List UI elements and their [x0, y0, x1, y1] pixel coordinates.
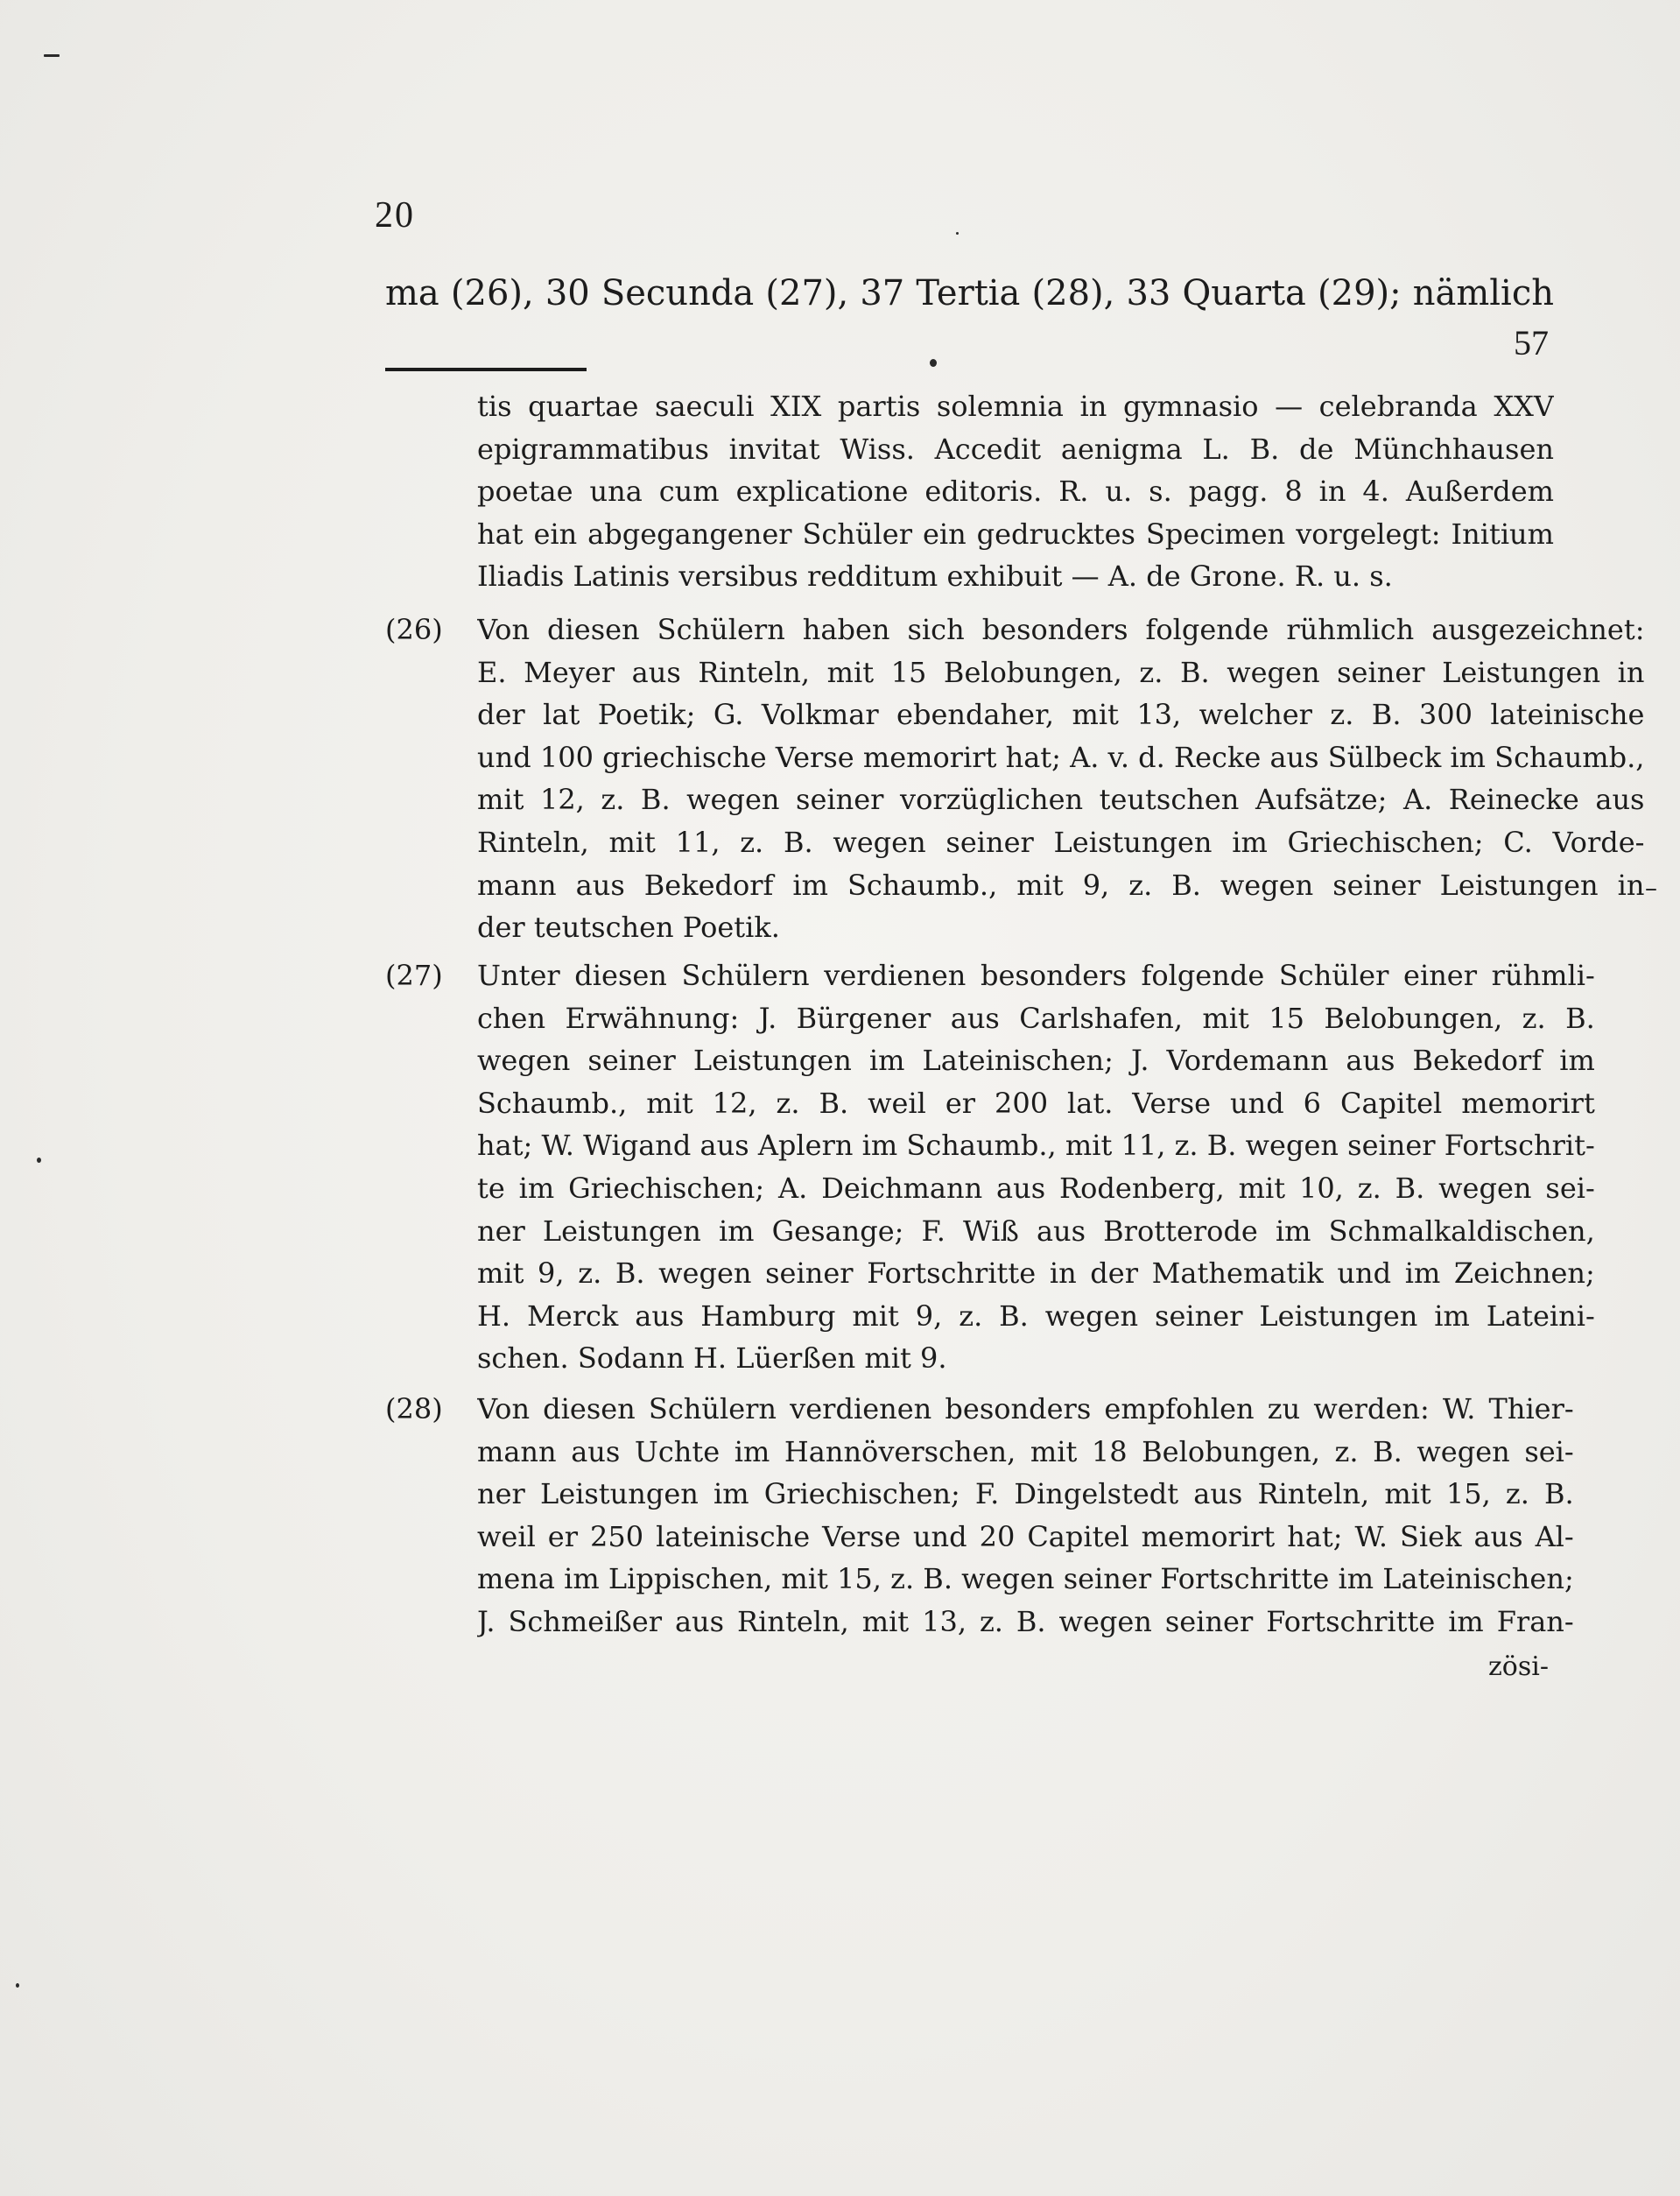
- footnote-line: mit 12, z. B. wegen seiner vorzüglichen teutschen Aufsätze; A. Reinecke aus: [477, 783, 1645, 817]
- footnote-line: Rinteln, mit 11, z. B. wegen seiner Leistungen im Griechischen; C. Vorde-: [477, 825, 1645, 859]
- footnote-line: hat ein abgegangener Schüler ein gedrucktes Specimen vorgelegt: Initium: [477, 517, 1554, 551]
- footnote-line: poetae una cum explicatione editoris. R. u. s. pagg. 8 in 4. Außerdem: [477, 475, 1554, 509]
- footnote-line: chen Erwähnung: J. Bürgener aus Carlshafen, mit 15 Belobungen, z. B.: [477, 1001, 1595, 1035]
- footnote-28: [385, 1388, 1574, 1643]
- footnote-body: [477, 609, 1644, 949]
- footnote-27: [385, 954, 1595, 1380]
- footnote-line: ner Leistungen im Gesange; F. Wiß aus Brotterode im Schmalkaldischen,: [477, 1214, 1595, 1248]
- footnote-26: [385, 609, 1645, 949]
- footnote-line: mena im Lippischen, mit 15, z. B. wegen seiner Fortschritte im Lateinischen;: [477, 1562, 1574, 1596]
- paper-speck: [930, 359, 937, 367]
- footnote-body: [477, 1388, 1574, 1643]
- footnote-line: der lat Poetik; G. Volkmar ebendaher, mit 13, welcher z. B. 300 lateinische: [477, 698, 1645, 732]
- footnote-line: wegen seiner Leistungen im Lateinischen; J. Vordemann aus Bekedorf im: [477, 1044, 1595, 1078]
- footnote-line: H. Merck aus Hamburg mit 9, z. B. wegen seiner Leistungen im Lateini-: [477, 1299, 1595, 1333]
- paper-speck: [37, 1158, 41, 1163]
- footnote-line: Iliadis Latinis versibus redditum exhibuit — A. de Grone. R. u. s.: [477, 560, 1393, 594]
- paper-speck: [1646, 889, 1656, 890]
- paper-speck: [956, 232, 959, 235]
- main-text-line: ma (26), 30 Secunda (27), 37 Tertia (28), 33 Quarta (29); nämlich: [385, 273, 1554, 313]
- footnote-line: weil er 250 lateinische Verse und 20 Capitel memorirt hat; W. Siek aus Al-: [477, 1519, 1574, 1553]
- footnote-line: epigrammatibus invitat Wiss. Accedit aenigma L. B. de Münchhausen: [477, 432, 1554, 466]
- footnote-line: der teutschen Poetik.: [477, 911, 780, 945]
- footnote-line: te im Griechischen; A. Deichmann aus Rodenberg, mit 10, z. B. wegen sei-: [477, 1171, 1595, 1205]
- catchword-bottom: zösi-: [1488, 1651, 1549, 1682]
- page-number: 20: [375, 195, 415, 236]
- footnote-line: Unter diesen Schülern verdienen besonders folgende Schüler einer rühmli-: [477, 959, 1595, 992]
- footnote-line: Von diesen Schülern verdienen besonders empfohlen zu werden: W. Thier-: [477, 1392, 1574, 1425]
- footnote-line: mann aus Bekedorf im Schaumb., mit 9, z. B. wegen seiner Leistungen in: [477, 868, 1645, 902]
- footnote-continuation: [385, 385, 1554, 598]
- footnote-line: mann aus Uchte im Hannöverschen, mit 18 Belobungen, z. B. wegen sei-: [477, 1434, 1574, 1468]
- footnote-line: E. Meyer aus Rinteln, mit 15 Belobungen, z. B. wegen seiner Leistungen in: [477, 655, 1645, 689]
- footnote-line: mit 9, z. B. wegen seiner Fortschritte in der Mathematik und im Zeichnen;: [477, 1256, 1595, 1291]
- footnote-line: schen. Sodann H. Lüerßen mit 9.: [477, 1341, 947, 1376]
- footnote-body: [477, 954, 1595, 1380]
- footnote-line: J. Schmeißer aus Rinteln, mit 13, z. B. wegen seiner Fortschritte im Fran-: [477, 1604, 1574, 1638]
- footnote-line: tis quartae saeculi XIX partis solemnia in gymnasio — celebranda XXV: [477, 390, 1554, 423]
- footnote-line: Schaumb., mit 12, z. B. weil er 200 lat. Verse und 6 Capitel memorirt: [477, 1086, 1595, 1120]
- footnote-label: (27): [385, 959, 443, 992]
- footnote-line: hat; W. Wigand aus Aplern im Schaumb., mit 11, z. B. wegen seiner Fortschrit-: [477, 1129, 1595, 1163]
- paper-speck: [16, 1983, 19, 1988]
- footnote-line: ner Leistungen im Griechischen; F. Dingelstedt aus Rinteln, mit 15, z. B.: [477, 1477, 1574, 1511]
- footnote-line: und 100 griechische Verse memorirt hat; A. v. d. Recke aus Sülbeck im Schaumb.,: [477, 740, 1645, 774]
- footnote-separator-rule: [385, 368, 587, 371]
- footnote-line: Von diesen Schülern haben sich besonders folgende rühmlich ausgezeichnet:: [477, 613, 1645, 646]
- footnote-label: (28): [385, 1392, 443, 1425]
- paper-speck: [44, 54, 60, 57]
- catchword-top: 57: [1514, 323, 1549, 362]
- footnote-label: (26): [385, 613, 443, 646]
